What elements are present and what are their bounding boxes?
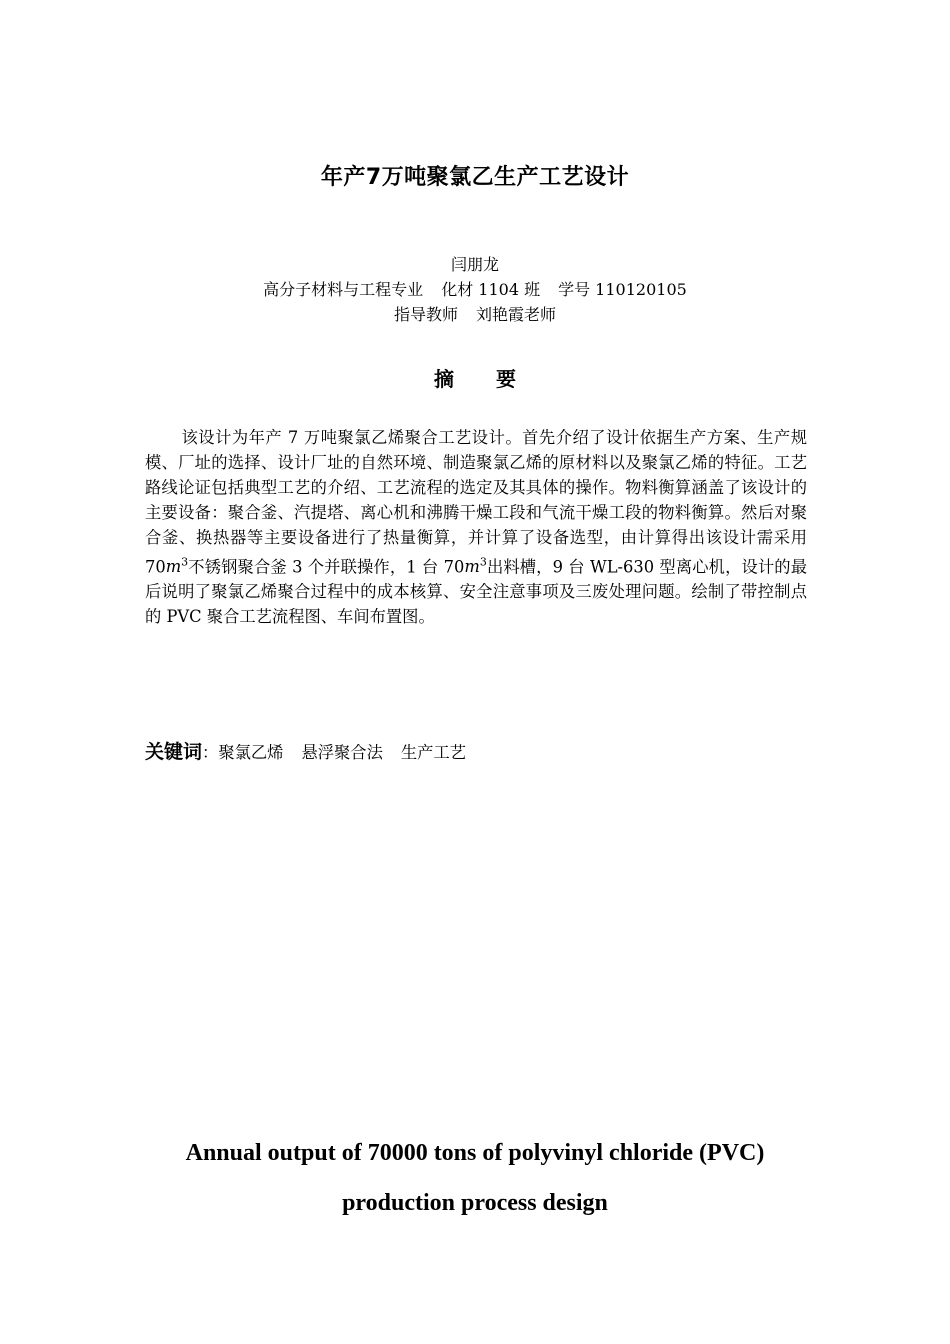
advisor-line	[0, 302, 950, 327]
english-title	[0, 1128, 950, 1228]
author-class: 化材 1104 班	[441, 280, 541, 299]
unit-cubic-meter-2	[464, 557, 486, 576]
advisor-label: 指导教师	[393, 305, 458, 324]
document-title: 年产7万吨聚氯乙生产工艺设计	[320, 165, 630, 190]
abstract-text-part-3: 出料槽，9 台 WL-630 型离心机，设计的最后说明了聚氯乙烯聚合过程中的成本核算、安全注意事项及三废处理问题。绘制了带控制点的 PVC 聚合工艺流程图、车间布置图。	[145, 557, 808, 627]
unit-exponent: 3	[181, 556, 189, 569]
author-affiliation	[0, 277, 950, 302]
abstract-heading	[0, 363, 950, 392]
keywords-colon: ：	[202, 743, 219, 762]
english-title-line-2: production process design	[342, 1190, 608, 1216]
abstract-text-part-2: 不锈钢聚合釜 3 个并联操作，1 台 70	[188, 557, 465, 577]
author-name: 闫朋龙	[450, 255, 499, 274]
keywords-line	[145, 737, 807, 764]
abstract-paragraph	[145, 425, 807, 629]
abstract-heading-char-2: 要	[496, 367, 516, 391]
abstract-body	[145, 425, 807, 629]
keyword-item: 悬浮聚合法	[301, 743, 383, 762]
unit-cubic-meter-1	[166, 557, 188, 576]
keyword-item: 聚氯乙烯	[218, 743, 284, 762]
advisor-name: 刘艳霞老师	[476, 305, 557, 324]
author-student-id: 学号 110120105	[558, 280, 687, 299]
abstract-heading-char-1: 摘	[434, 367, 454, 391]
unit-symbol: m	[464, 557, 480, 577]
keywords-label: 关键词	[145, 741, 203, 763]
author-block	[0, 252, 950, 327]
author-major: 高分子材料与工程专业	[263, 280, 424, 299]
keyword-item: 生产工艺	[400, 743, 467, 762]
english-title-line-1: Annual output of 70000 tons of polyvinyl chloride (PVC)	[185, 1140, 765, 1166]
unit-exponent: 3	[479, 556, 487, 569]
unit-symbol: m	[165, 557, 182, 577]
abstract-text-part-1: 该设计为年产 7 万吨聚氯乙烯聚合工艺设计。首先介绍了设计依据生产方案、生产规模、厂址的选择、设计厂址的自然环境、制造聚氯乙烯的原材料以及聚氯乙烯的特征。工艺路线论证包括典型工艺的介绍、工艺流程的选定及其具体的操作。物料衡算涵盖了该设计的主要设备：聚合釜、汽提塔、离心机和沸腾干燥工段和气流干燥工段的物料衡算。然后对聚合釜、换热器等主要设备进行了热量衡算，并计算了设备选型，由计算得出该设计需采用 70	[145, 428, 807, 577]
